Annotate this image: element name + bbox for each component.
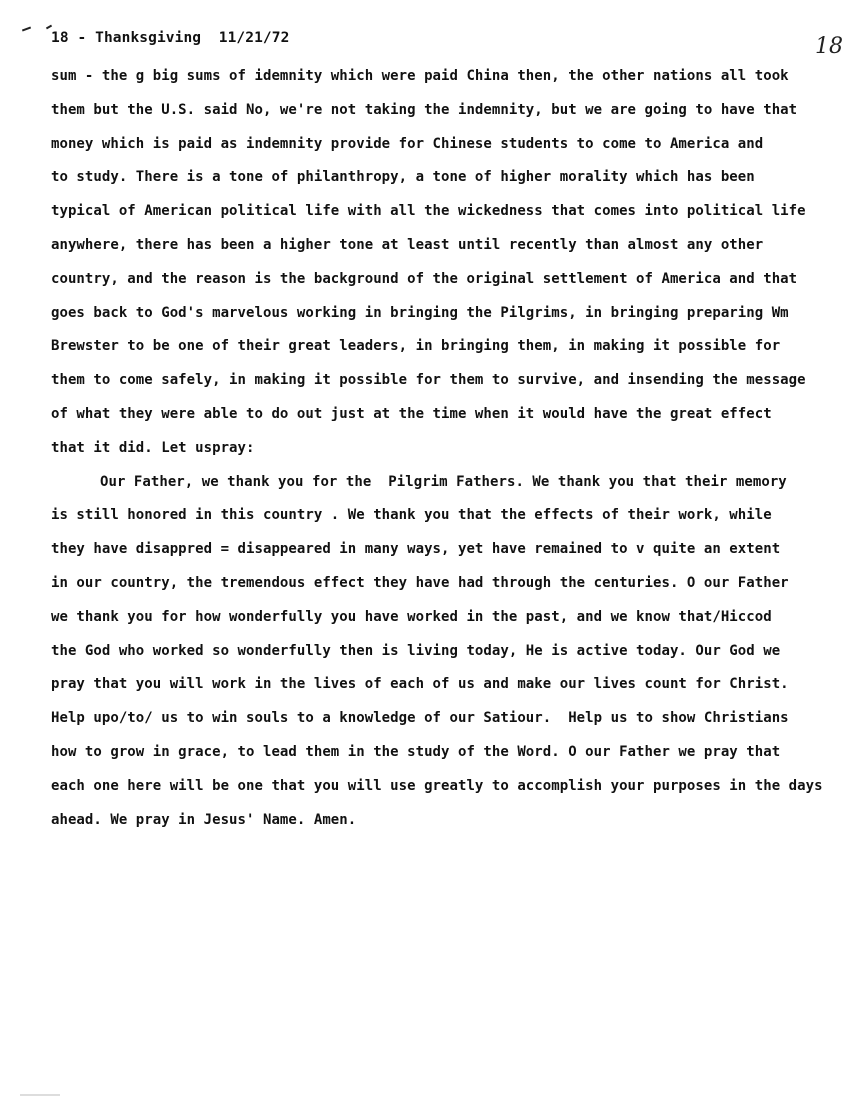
pencil-mark-header <box>46 25 52 30</box>
text-line: to study. There is a tone of philanthropy, a tone of higher morality which has been <box>51 169 755 186</box>
text-line: they have disappred = disappeared in many ways, yet have remained to v quite an extent <box>51 541 781 558</box>
text-line: pray that you will work in the lives of each of us and make our lives count for Christ. <box>51 676 789 693</box>
text-line: how to grow in grace, to lead them in the study of the Word. O our Father we pray that <box>51 743 781 760</box>
text-line: country, and the reason is the background of the original settlement of America and that <box>51 270 798 287</box>
handwritten-page-number: 18 <box>815 34 843 59</box>
prayer-first-line: Our Father, we thank you for the Pilgrim Fathers. We thank you that their memory <box>100 473 787 490</box>
text-line: in our country, the tremendous effect they have had through the centuries. O our Father <box>51 574 789 591</box>
page-header: 18 - Thanksgiving 11/21/72 <box>51 30 290 46</box>
pencil-mark-top <box>22 27 31 32</box>
text-line: them but the U.S. said No, we're not taking the indemnity, but we are going to have that <box>51 101 798 118</box>
text-line: each one here will be one that you will use greatly to accomplish your purposes in the days <box>51 777 823 794</box>
text-line: of what they were able to do out just at the time when it would have the great effect <box>51 405 772 422</box>
text-line: money which is paid as indemnity provide for Chinese students to come to America and <box>51 135 764 152</box>
text-line: goes back to God's marvelous working in bringing the Pilgrims, in bringing preparing Wm <box>51 304 789 321</box>
text-line: Help upo/to/ us to win souls to a knowledge of our Satiour. Help us to show Christians <box>51 710 789 727</box>
text-line: that it did. Let uspray: <box>51 439 255 456</box>
scan-smudge <box>20 1094 60 1096</box>
text-line: typical of American political life with all the wickedness that comes into political life <box>51 203 806 220</box>
text-line: the God who worked so wonderfully then is living today, He is active today. Our God we <box>51 642 781 659</box>
text-line: is still honored in this country . We thank you that the effects of their work, while <box>51 507 772 524</box>
text-line: Brewster to be one of their great leaders, in bringing them, in making it possible for <box>51 338 781 355</box>
text-line: sum - the g big sums of idemnity which were paid China then, the other nations all took <box>51 68 789 84</box>
text-line: we thank you for how wonderfully you have worked in the past, and we know that/Hiccod <box>51 608 772 625</box>
text-line: ahead. We pray in Jesus' Name. Amen. <box>51 811 357 828</box>
text-line: anywhere, there has been a higher tone at least until recently than almost any other <box>51 236 764 253</box>
text-line: them to come safely, in making it possible for them to survive, and insending the message <box>51 372 806 389</box>
transcript-body <box>51 60 831 837</box>
